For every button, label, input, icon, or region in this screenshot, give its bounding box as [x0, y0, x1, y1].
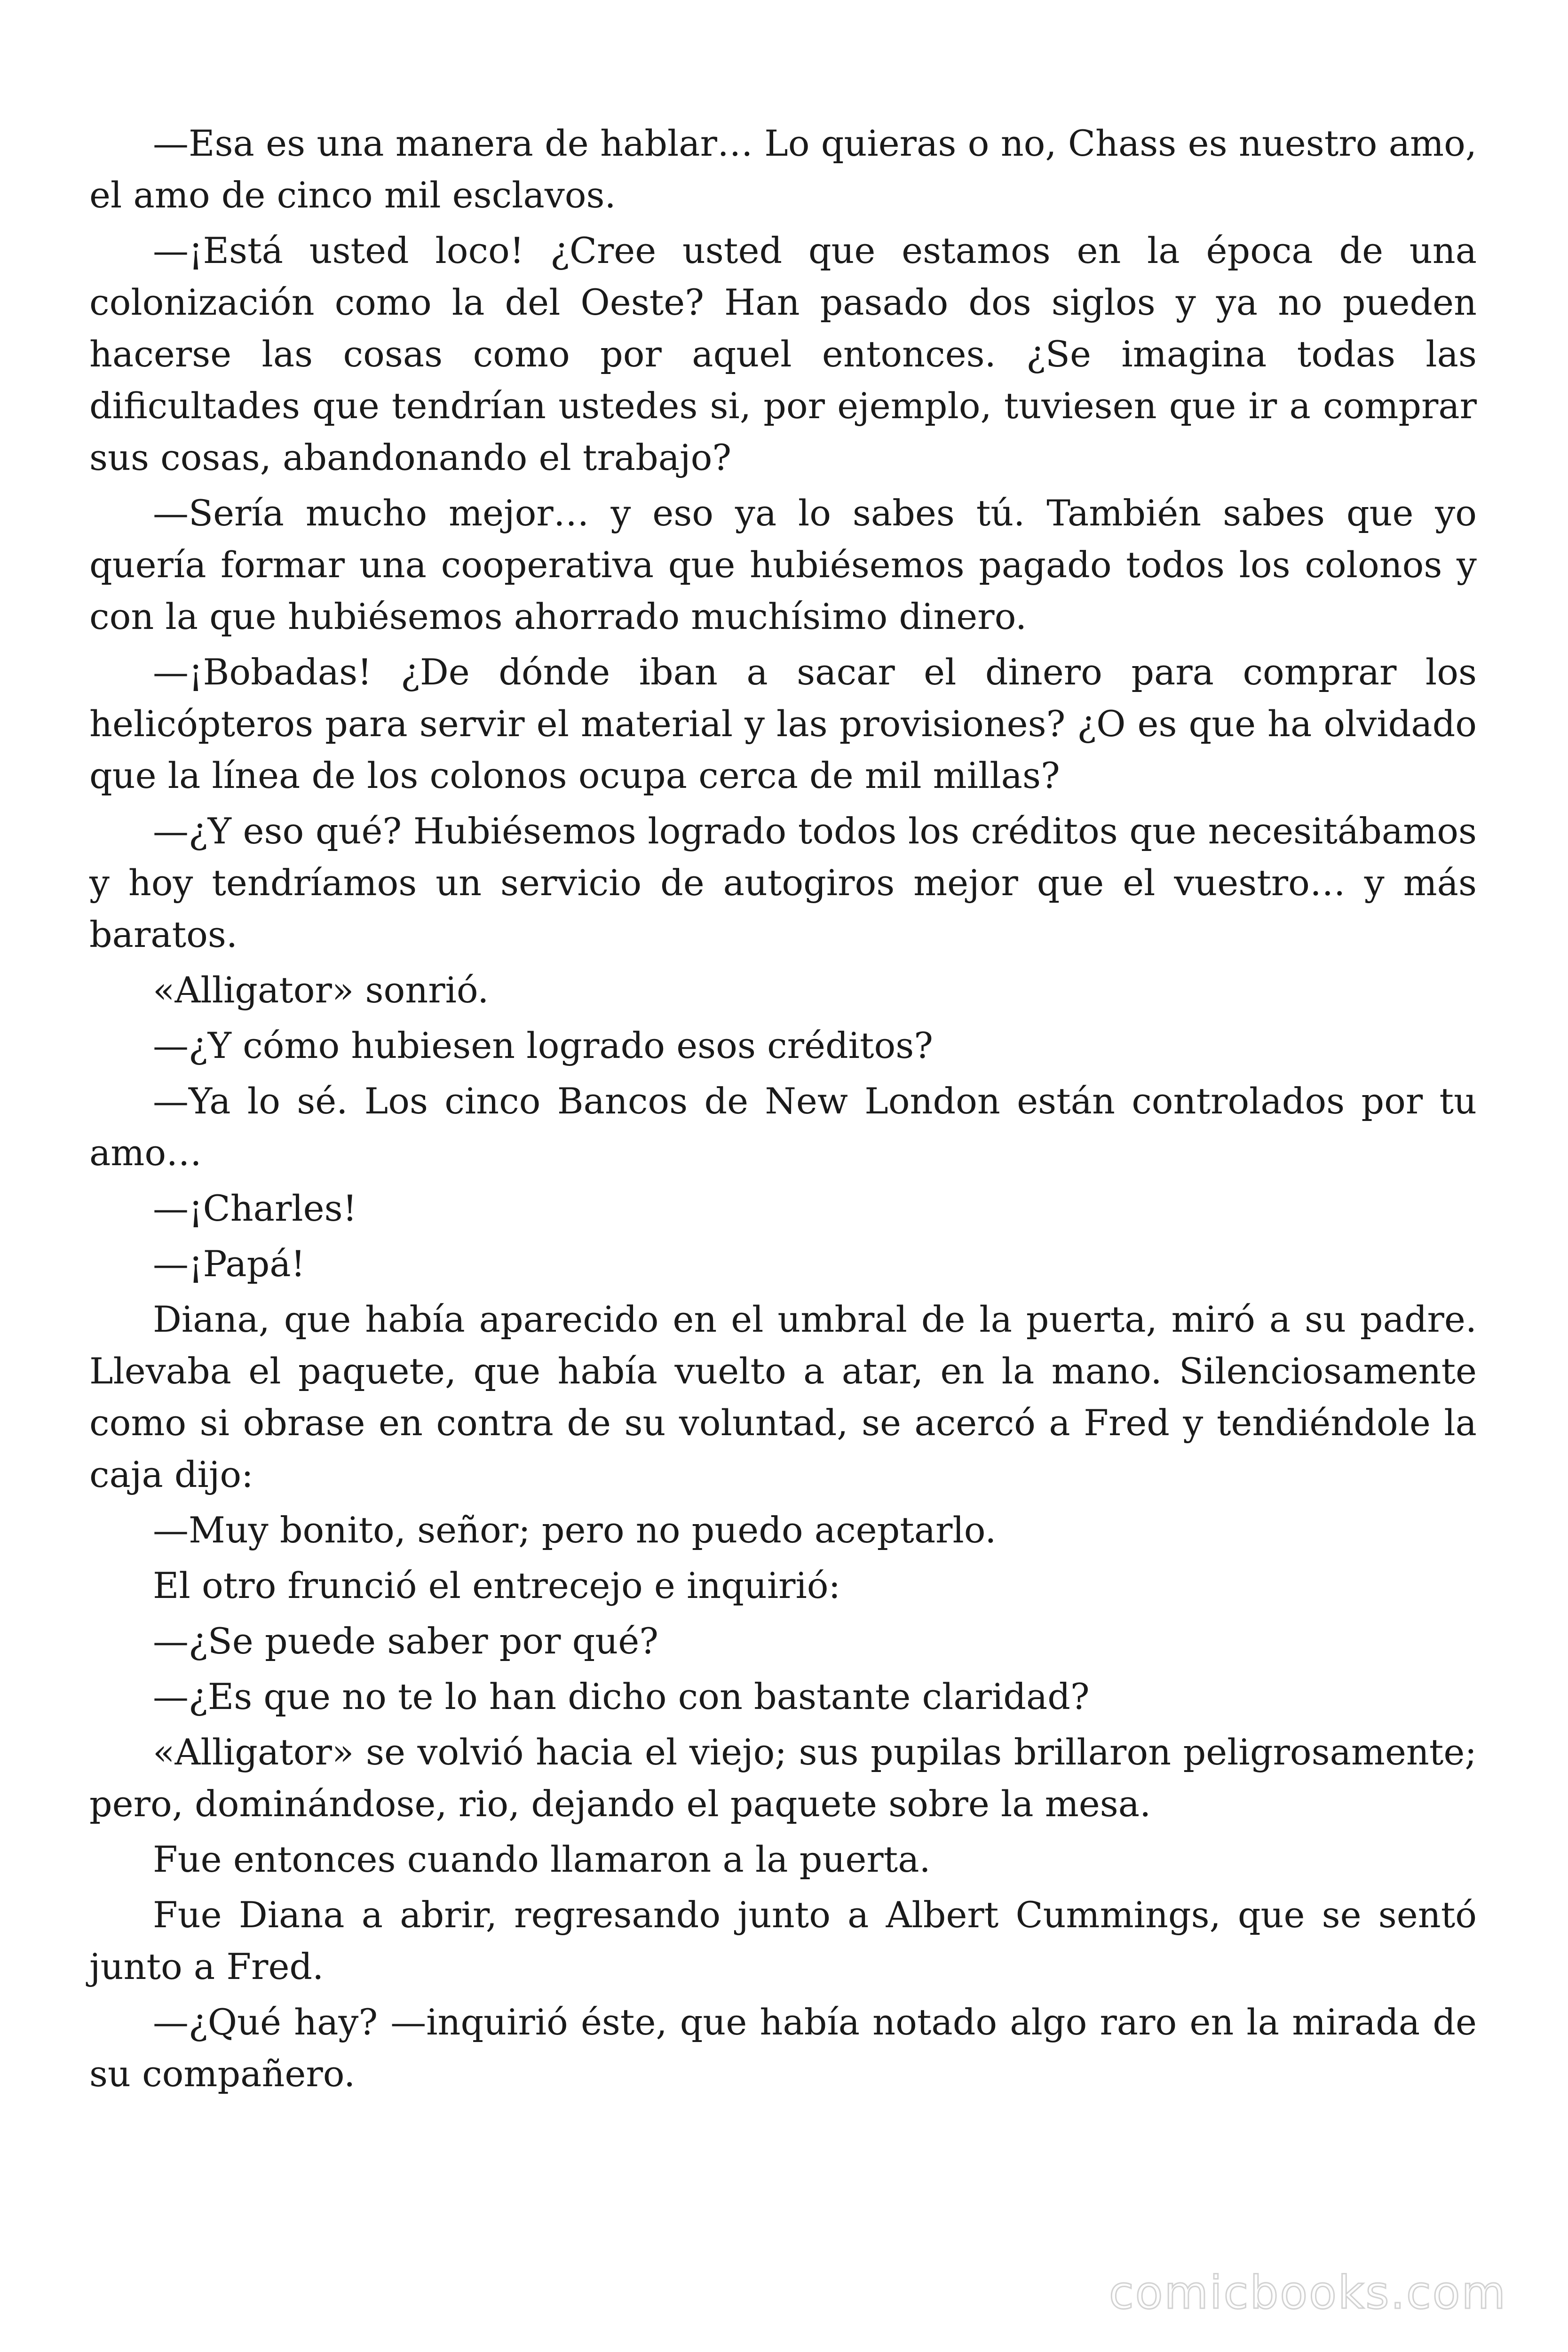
paragraph: —Ya lo sé. Los cinco Bancos de New London están controlados por tu amo… — [89, 1080, 1477, 1174]
paragraph: —¿Qué hay? —inquirió éste, que había notado algo raro en la mirada de su compañero. — [89, 2001, 1477, 2095]
paragraph: Fue entonces cuando llamaron a la puerta. — [153, 1838, 931, 1880]
paragraph: —¿Se puede saber por qué? — [153, 1620, 658, 1662]
paragraph: —¡Está usted loco! ¿Cree usted que estamos en la época de una colonización como la del Oeste? Han pasado dos siglos y ya no pueden hacerse las cosas como por aquel entonces. ¿Se imagina todas las dificultades que tendrían ustedes si, por ejemplo, tuviesen que ir a comprar sus cosas, abandonando el trabajo? — [89, 230, 1477, 478]
paragraph: —Esa es una manera de hablar… Lo quieras o no, Chass es nuestro amo, el amo de cinco mil esclavos. — [89, 122, 1477, 216]
watermark: comicbooks.com — [1109, 2266, 1507, 2319]
paragraph: Diana, que había aparecido en el umbral de la puerta, miró a su padre. Llevaba el paquete, que había vuelto a atar, en la mano. Silenciosamente como si obrase en contra de su voluntad, se acercó a Fred y tendiéndole la caja dijo: — [89, 1298, 1477, 1495]
paragraph: —Sería mucho mejor… y eso ya lo sabes tú. También sabes que yo quería formar una cooperativa que hubiésemos pagado todos los colonos y con la que hubiésemos ahorrado muchísimo dinero. — [89, 492, 1477, 637]
paragraph: —¡Bobadas! ¿De dónde iban a sacar el dinero para comprar los helicópteros para servir el material y las provisiones? ¿O es que ha olvidado que la línea de los colonos ocupa cerca de mil millas? — [89, 651, 1477, 796]
paragraph: —¡Papá! — [153, 1243, 306, 1285]
book-page-text — [89, 118, 1477, 2104]
paragraph: —Muy bonito, señor; pero no puedo aceptarlo. — [153, 1509, 997, 1551]
paragraph: —¿Y eso qué? Hubiésemos logrado todos los créditos que necesitábamos y hoy tendríamos un servicio de autogiros mejor que el vuestro… y más baratos. — [89, 810, 1477, 955]
paragraph: Fue Diana a abrir, regresando junto a Albert Cummings, que se sentó junto a Fred. — [89, 1894, 1477, 1987]
paragraph: El otro frunció el entrecejo e inquirió: — [153, 1565, 841, 1606]
paragraph: —¿Es que no te lo han dicho con bastante claridad? — [153, 1676, 1090, 1717]
paragraph: —¡Charles! — [153, 1187, 357, 1229]
paragraph: «Alligator» sonrió. — [153, 969, 489, 1011]
paragraph: «Alligator» se volvió hacia el viejo; sus pupilas brillaron peligrosamente; pero, dominándose, rio, dejando el paquete sobre la mesa. — [89, 1731, 1477, 1825]
paragraph: —¿Y cómo hubiesen logrado esos créditos? — [153, 1025, 933, 1066]
